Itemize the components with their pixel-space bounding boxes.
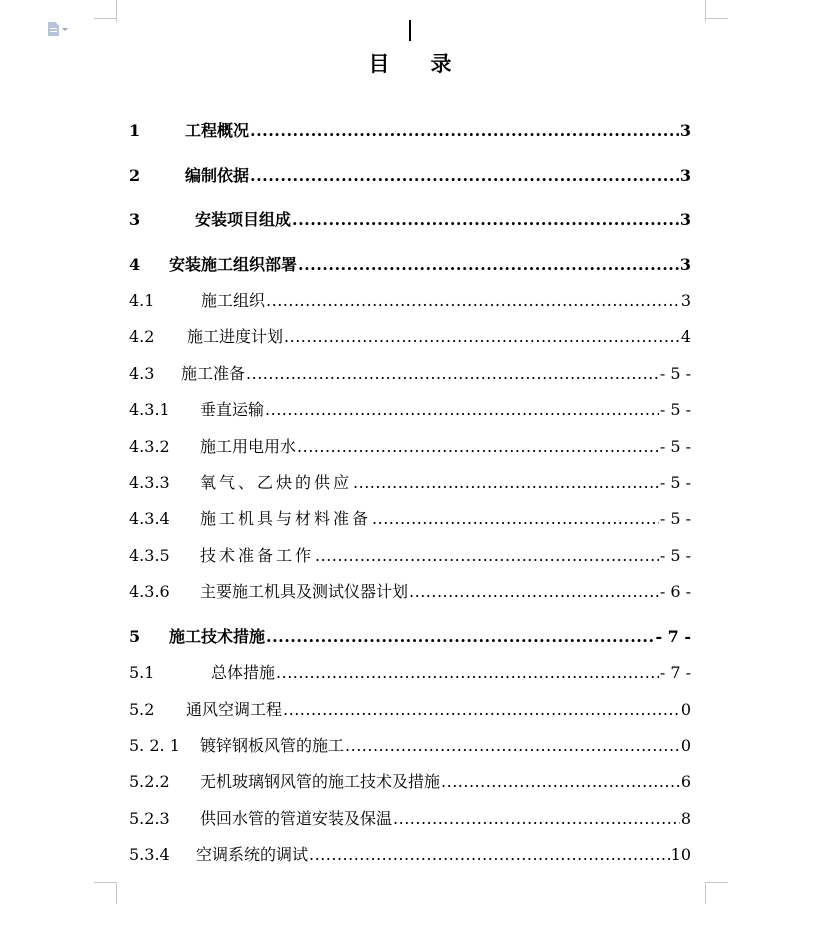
- toc-entry-number: 5.2: [129, 700, 155, 719]
- toc-entry-label: 安装施工组织部署: [169, 255, 298, 274]
- toc-entry-page: 3: [679, 166, 691, 185]
- toc-entry-label: 安装项目组成: [195, 210, 292, 229]
- toc-leader-dots: [250, 164, 679, 188]
- crop-mark-top-right-v: [705, 0, 706, 22]
- toc-entry-label: 施工进度计划: [187, 327, 284, 346]
- toc-entry-page: 3: [679, 121, 691, 140]
- toc-entry-label: 施工机具与材料准备: [200, 509, 372, 528]
- crop-mark-bottom-right-v: [705, 882, 706, 904]
- toc-entry-label: 技术准备工作: [200, 546, 315, 565]
- toc-entry-page: - 5 -: [659, 509, 691, 528]
- toc-entry[interactable]: [129, 625, 691, 649]
- toc-entry-page: - 7 -: [655, 627, 691, 646]
- toc-leader-dots: [372, 507, 659, 531]
- toc-entry[interactable]: [129, 661, 691, 685]
- toc-title: [0, 48, 821, 78]
- toc-entry-page: 0: [680, 700, 691, 719]
- toc-entry-page: 4: [680, 327, 691, 346]
- toc-leader-dots: [250, 119, 679, 143]
- toc-entry-page: 8: [680, 809, 691, 828]
- toc-entry-label: 施工准备: [181, 364, 246, 383]
- toc-entry-number: 1: [129, 121, 141, 140]
- page-icon: [48, 22, 59, 36]
- toc-leader-dots: [266, 625, 654, 649]
- toc-entry-label: 空调系统的调试: [196, 845, 309, 864]
- toc-entry[interactable]: [129, 580, 691, 604]
- toc-title-left: 目: [368, 51, 391, 76]
- crop-mark-bottom-left-v: [116, 882, 117, 904]
- toc-entry[interactable]: [129, 289, 691, 313]
- toc-leader-dots: [309, 843, 670, 867]
- crop-mark-top-left-h: [94, 18, 116, 19]
- toc-entry-number: 4.2: [129, 327, 155, 346]
- toc-entry-number: 4.3.4: [129, 509, 170, 528]
- toc-entry-label: 通风空调工程: [186, 700, 283, 719]
- toc-leader-dots: [409, 580, 659, 604]
- toc-entry[interactable]: [129, 325, 691, 349]
- toc-entry[interactable]: [129, 507, 691, 531]
- toc-leader-dots: [315, 544, 659, 568]
- toc-leader-dots: [266, 289, 680, 313]
- toc-entry[interactable]: [129, 807, 691, 831]
- toc-entry-number: 4.3: [129, 364, 155, 383]
- toc-entry[interactable]: [129, 119, 691, 143]
- toc-leader-dots: [345, 734, 680, 758]
- toc-entry-page: 0: [680, 736, 691, 755]
- document-icon[interactable]: [48, 20, 78, 38]
- toc-entry[interactable]: [129, 544, 691, 568]
- toc-entry[interactable]: [129, 734, 691, 758]
- toc-entry-number: 4.3.3: [129, 473, 170, 492]
- toc-leader-dots: [276, 661, 659, 685]
- toc-entry-number: 4.3.5: [129, 546, 170, 565]
- toc-entry-page: - 5 -: [659, 437, 691, 456]
- crop-mark-top-right-h: [706, 18, 728, 19]
- toc-entry[interactable]: [129, 770, 691, 794]
- toc-entry[interactable]: [129, 471, 691, 495]
- toc-entry-page: - 5 -: [659, 473, 691, 492]
- toc-entry[interactable]: [129, 698, 691, 722]
- toc-entry-page: - 5 -: [659, 364, 691, 383]
- toc-leader-dots: [298, 253, 679, 277]
- toc-entry-page: 3: [679, 255, 691, 274]
- toc-entry[interactable]: [129, 843, 691, 867]
- toc-entry-page: 6: [680, 772, 691, 791]
- toc-entry-number: 4.3.2: [129, 437, 170, 456]
- crop-mark-top-left-v: [116, 0, 117, 22]
- toc-entry-number: 3: [129, 210, 141, 229]
- toc-entry-page: 3: [679, 210, 691, 229]
- toc-entry-label: 施工技术措施: [169, 627, 266, 646]
- toc-entry-label: 工程概况: [185, 121, 250, 140]
- toc-leader-dots: [284, 325, 680, 349]
- toc-entry-page: 10: [670, 845, 691, 864]
- toc-entry-number: 5.2.2: [129, 772, 170, 791]
- toc-leader-dots: [292, 208, 679, 232]
- toc-entry-number: 5.1: [129, 663, 155, 682]
- toc-entry-label: 施工用电用水: [200, 437, 297, 456]
- crop-mark-bottom-left-h: [94, 882, 116, 883]
- toc-leader-dots: [265, 398, 659, 422]
- toc-entry-page: 3: [680, 291, 691, 310]
- toc-leader-dots: [246, 362, 659, 386]
- toc-entry-page: - 7 -: [659, 663, 691, 682]
- toc-leader-dots: [297, 435, 659, 459]
- toc-entry-label: 总体措施: [211, 663, 276, 682]
- toc-entry-label: 镀锌钢板风管的施工: [200, 736, 345, 755]
- toc-leader-dots: [441, 770, 680, 794]
- toc-entry-number: 4: [129, 255, 141, 274]
- toc-leader-dots: [353, 471, 659, 495]
- chevron-down-icon: [62, 28, 68, 31]
- toc-entry-number: 4.1: [129, 291, 155, 310]
- toc-entry-number: 2: [129, 166, 141, 185]
- text-cursor: [409, 20, 411, 41]
- toc-entry[interactable]: [129, 398, 691, 422]
- toc-entry-label: 编制依据: [185, 166, 250, 185]
- toc-title-right: 录: [430, 51, 453, 76]
- toc-entry[interactable]: [129, 253, 691, 277]
- toc-leader-dots: [283, 698, 680, 722]
- toc-leader-dots: [393, 807, 680, 831]
- toc-entry-label: 主要施工机具及测试仪器计划: [200, 582, 409, 601]
- toc-entry-number: 5. 2. 1: [129, 736, 180, 755]
- toc-entry-page: - 5 -: [659, 400, 691, 419]
- crop-mark-bottom-right-h: [706, 882, 728, 883]
- toc-entry-page: - 5 -: [659, 546, 691, 565]
- toc-entry[interactable]: [129, 208, 691, 232]
- toc-entry[interactable]: [129, 435, 691, 459]
- toc-entry-label: 施工组织: [201, 291, 266, 310]
- toc-entry-page: - 6 -: [659, 582, 691, 601]
- toc-entry-number: 5: [129, 627, 141, 646]
- toc-entry[interactable]: [129, 164, 691, 188]
- toc-entry-label: 无机玻璃钢风管的施工技术及措施: [200, 772, 441, 791]
- toc-entry-number: 4.3.6: [129, 582, 170, 601]
- toc-entry-label: 供回水管的管道安装及保温: [200, 809, 393, 828]
- toc-entry-number: 5.2.3: [129, 809, 170, 828]
- toc-entry-label: 垂直运输: [200, 400, 265, 419]
- toc-entry-label: 氧气、乙炔的供应: [200, 473, 353, 492]
- toc-entry-number: 5.3.4: [129, 845, 170, 864]
- toc-entry[interactable]: [129, 362, 691, 386]
- toc-entry-number: 4.3.1: [129, 400, 170, 419]
